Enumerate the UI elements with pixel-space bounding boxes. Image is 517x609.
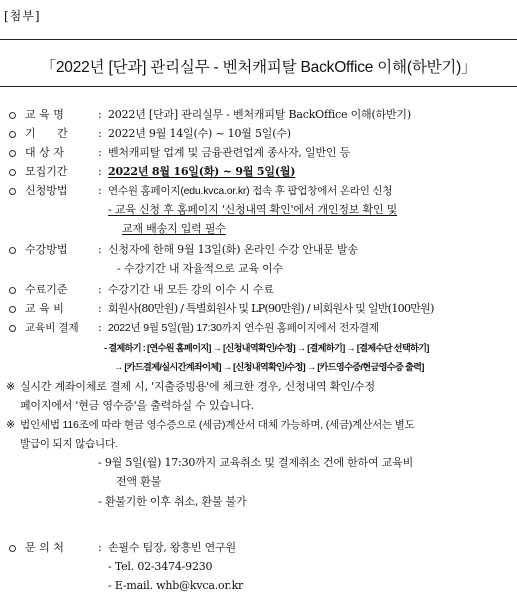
bullet-icon	[9, 131, 16, 138]
course-label: 교 육 명	[25, 108, 64, 121]
note-4: - 환불기한 이후 취소, 환불 불가	[98, 495, 247, 508]
period-value: 2022년 9월 14일(수) ~ 10월 5일(수)	[108, 127, 291, 140]
colon: :	[98, 146, 102, 159]
bullet-icon	[9, 325, 16, 332]
colon: :	[98, 165, 102, 178]
study-value: 신청자에 한해 9월 13일(화) 온라인 수강 안내문 발송	[108, 243, 358, 256]
colon: :	[98, 243, 102, 256]
bullet-icon	[9, 287, 16, 294]
course-value: 2022년 [단과] 관리실무 - 벤처캐피탈 BackOffice 이해(하반기)	[108, 108, 411, 121]
contact-email: - E-mail. whb@kvca.or.kr	[108, 579, 244, 592]
bullet-icon	[9, 306, 16, 313]
note-mark: ※	[6, 418, 16, 431]
page-title: 「2022년 [단과] 관리실무 - 벤처캐피탈 BackOffice 이해(하반기)」	[40, 59, 477, 76]
fee-label: 교 육 비	[25, 302, 64, 315]
target-value: 벤처캐피탈 업계 및 금융관련업계 종사자, 일반인 등	[108, 146, 351, 159]
bullet-icon	[9, 247, 16, 254]
colon: :	[98, 302, 102, 315]
bullet-icon	[9, 112, 16, 119]
note-2-line-2: 발급이 되지 않습니다.	[20, 438, 118, 450]
colon: :	[98, 127, 102, 140]
payment-label: 교육비 결제	[25, 322, 79, 334]
colon: :	[98, 321, 102, 334]
completion-value: 수강기간 내 모든 강의 이수 시 수료	[108, 283, 274, 296]
colon: :	[98, 108, 102, 121]
period-label: 기 간	[25, 127, 68, 140]
colon: :	[98, 283, 102, 296]
apply-note-2: 교재 배송지 입력 필수	[122, 222, 226, 235]
colon: :	[98, 541, 102, 554]
note-1-line-2: 페이지에서 '현금 영수증'을 출력하실 수 있습니다.	[20, 399, 254, 412]
target-label: 대 상 자	[25, 146, 64, 159]
bullet-icon	[9, 545, 16, 552]
payment-value: 2022년 9월 5일(월) 17:30까지 연수원 홈페이지에서 전자결제	[108, 322, 379, 334]
apply-value: 연수원 홈페이지(edu.kvca.or.kr) 접속 후 팝업창에서 온라인 신청	[108, 185, 393, 197]
contact-value: 손필수 팀장, 왕흥빈 연구원	[108, 541, 236, 554]
payment-flow-2: → [카드결제/실시간계좌이체] → [신청내역확인/수정] → [카드영수증/현금영수증 출력]	[114, 362, 424, 372]
study-note: - 수강기간 내 자율적으로 교육 이수	[117, 262, 283, 275]
bullet-icon	[9, 150, 16, 157]
note-1-line-1: 실시간 계좌이체로 결제 시, '지출증빙용'에 체크한 경우, 신청내역 확인/수정	[20, 380, 375, 393]
note-2-line-1: 법인세법 116조에 따라 현금 영수증으로 (세금)계산서 대체 가능하며, (세금)계산서는 별도	[20, 419, 415, 431]
colon: :	[98, 184, 102, 197]
apply-note-1: - 교육 신청 후 홈페이지 '신청내역 확인'에서 개인정보 확인 및	[108, 203, 398, 216]
completion-label: 수료기준	[25, 283, 68, 296]
bullet-icon	[9, 188, 16, 195]
top-divider	[0, 39, 517, 40]
contact-tel: - Tel. 02-3474-9230	[108, 560, 213, 573]
note-3-line-1: - 9월 5일(월) 17:30까지 교육취소 및 결제취소 건에 한하여 교육비	[98, 456, 414, 469]
recruit-label: 모집기간	[25, 165, 68, 178]
apply-label: 신청방법	[25, 184, 68, 197]
bullet-icon	[9, 169, 16, 176]
payment-flow-1: - 결제하기 : [연수원 홈페이지] → [신청내역확인/수정] → [결제하기] → [결제수단 선택하기]	[104, 343, 429, 353]
note-3-line-2: 전액 환불	[116, 475, 162, 488]
study-label: 수강방법	[25, 243, 68, 256]
fee-value: 회원사(80만원) / 특별회원사 및 LP(90만원) / 비회원사 및 일반(100만원)	[108, 302, 434, 315]
note-mark: ※	[6, 380, 16, 393]
attachment-label: [첨부]	[4, 9, 41, 23]
title-divider	[0, 86, 517, 87]
recruit-value: 2022년 8월 16일(화) ~ 9월 5일(월)	[108, 165, 296, 178]
contact-label: 문 의 처	[25, 541, 64, 554]
